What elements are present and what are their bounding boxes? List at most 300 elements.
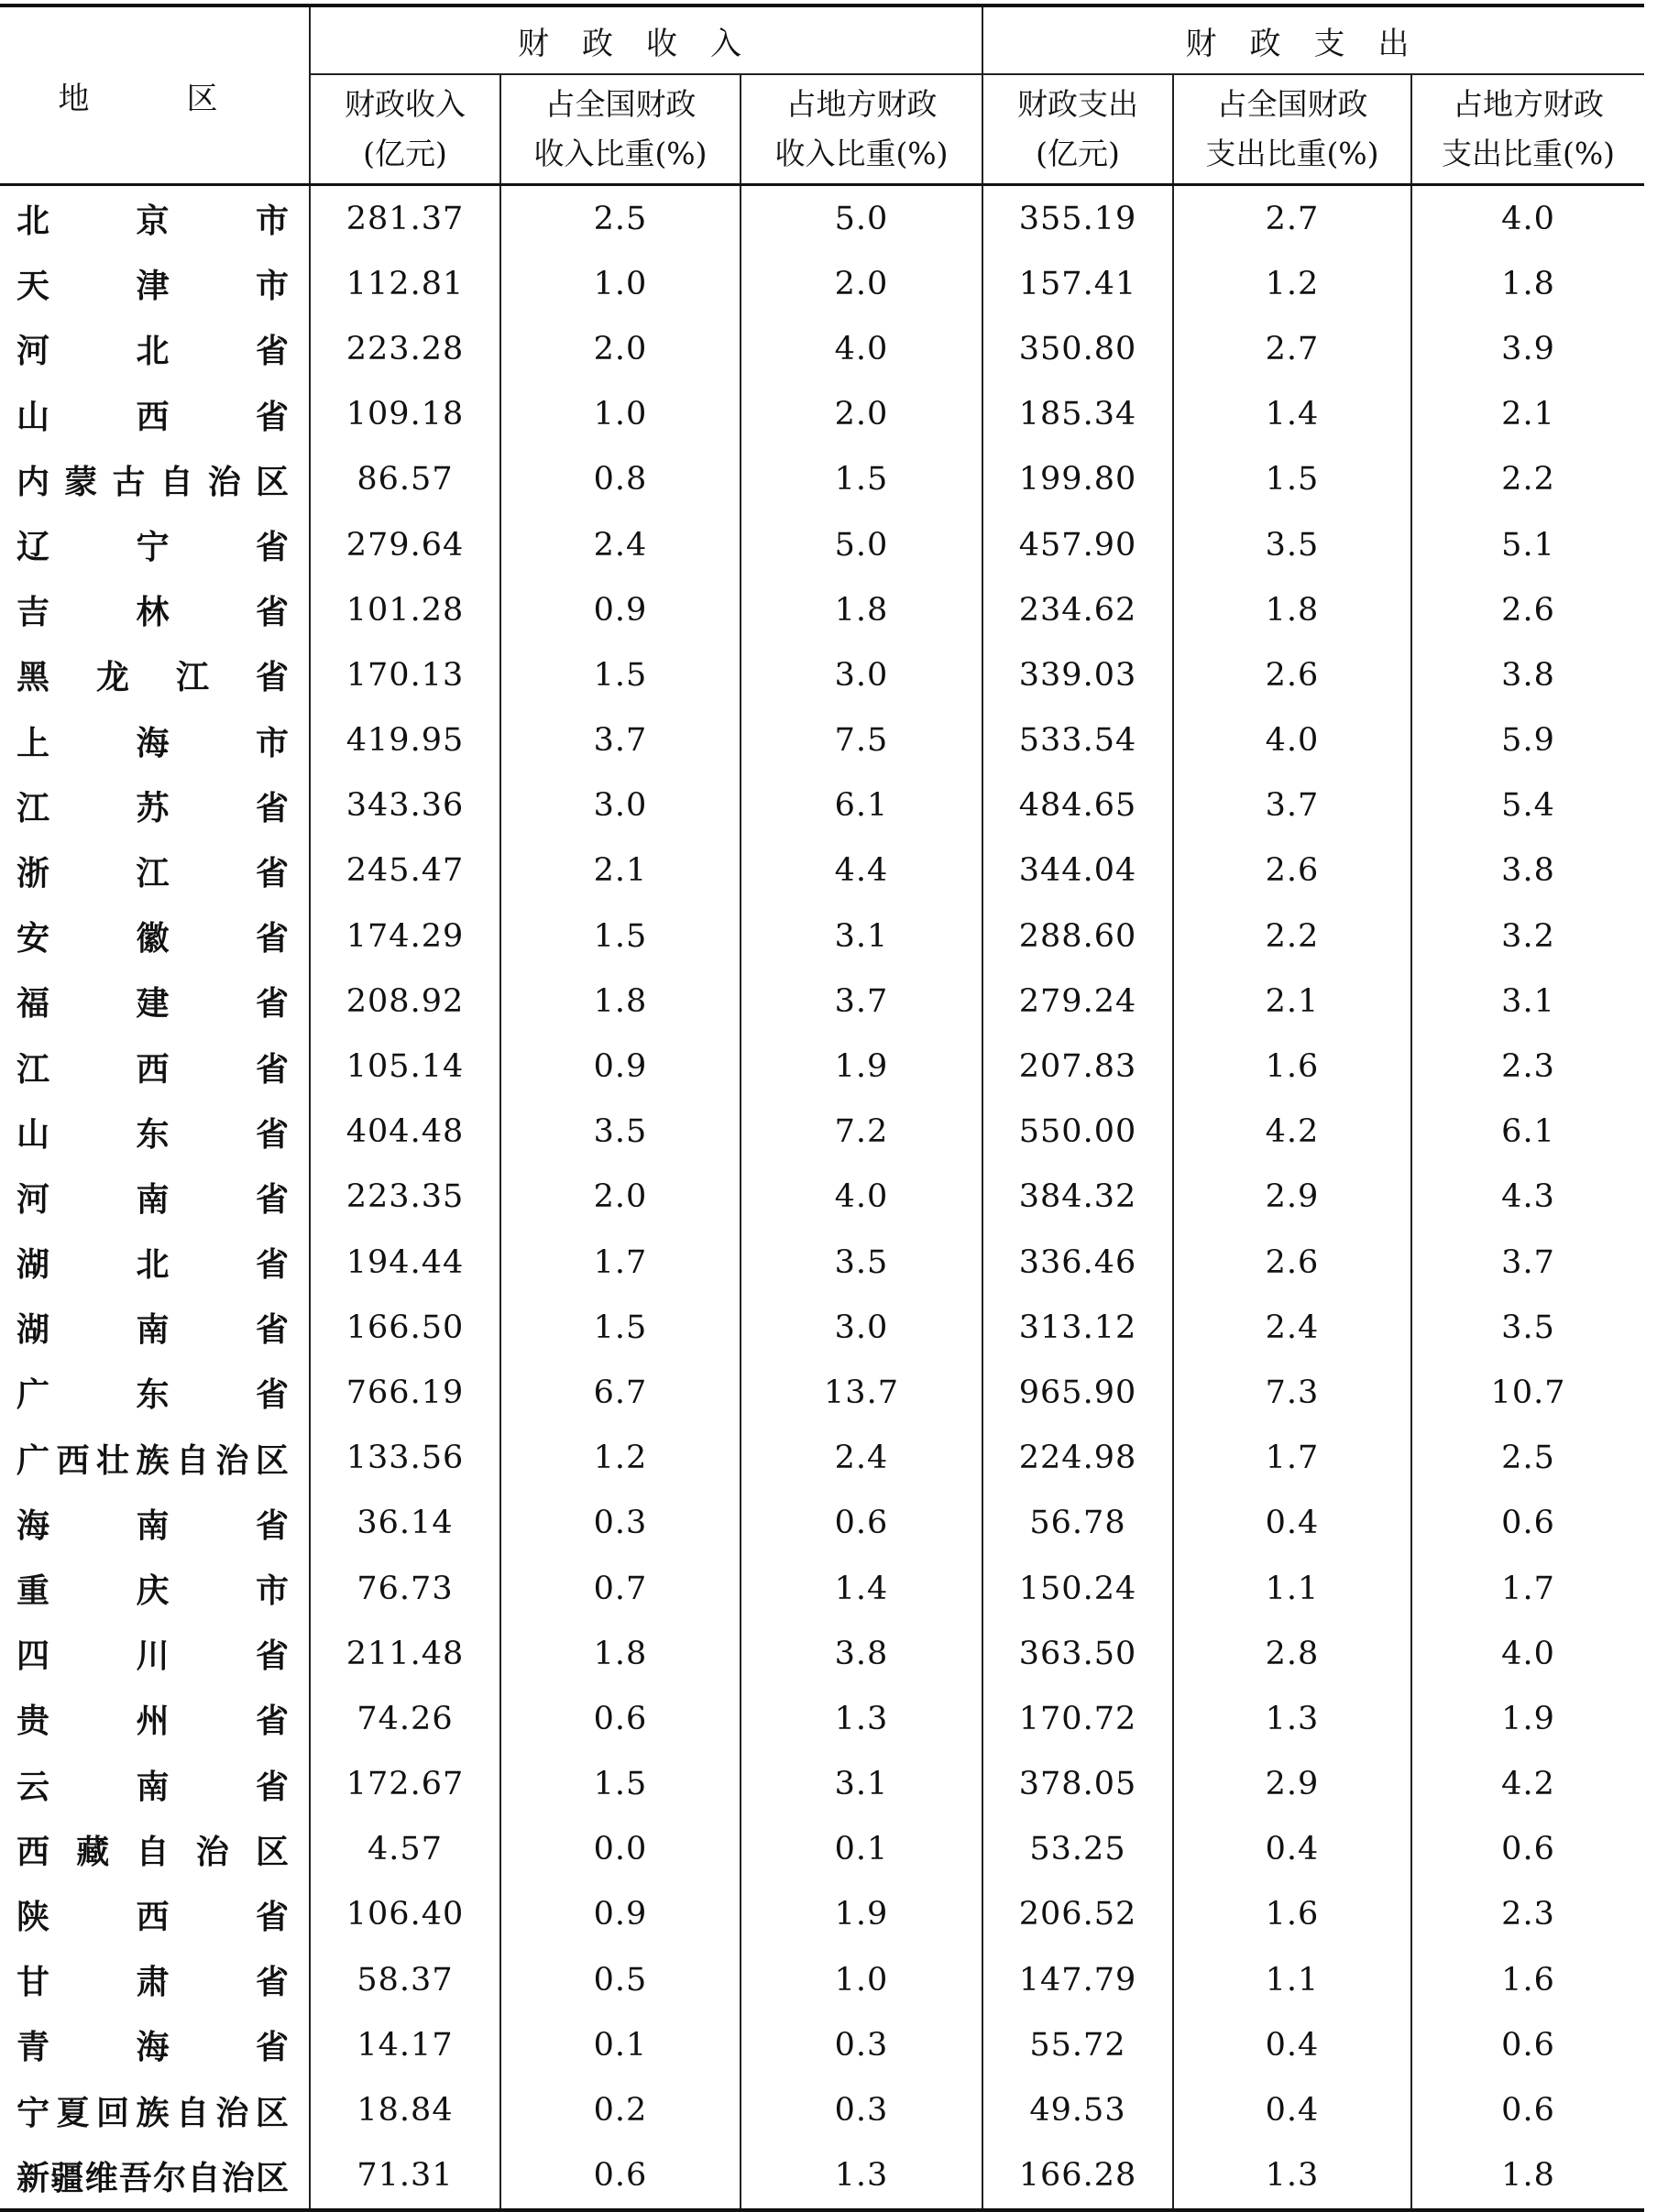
- region-char: 湖: [16, 1311, 50, 1350]
- region-cell: [0, 447, 310, 512]
- income-local-share-cell: 5.0: [741, 512, 982, 577]
- region-cell: [0, 2143, 310, 2210]
- income-cell: 404.48: [310, 1100, 500, 1165]
- table-row: [0, 1426, 1644, 1491]
- expense-national-share-cell: 2.7: [1173, 185, 1411, 252]
- region-label: [16, 195, 289, 242]
- region-char: 自: [159, 463, 193, 501]
- region-char: 吉: [16, 594, 50, 632]
- region-char: 壮: [95, 1441, 129, 1480]
- region-char: 古: [112, 463, 146, 501]
- region-char: 市: [255, 203, 289, 241]
- region-char: 族: [136, 1441, 170, 1480]
- region-char: 东: [136, 1376, 170, 1415]
- table-row: [0, 1100, 1644, 1165]
- income-cell: 174.29: [310, 903, 500, 969]
- expense-national-share-cell: 2.8: [1173, 1621, 1411, 1686]
- expense-national-share-cell: 3.5: [1173, 512, 1411, 577]
- col-header-income-national-share: [500, 74, 741, 185]
- expense-national-share-cell: 0.4: [1173, 1817, 1411, 1882]
- expense-national-share-cell: 2.4: [1173, 1295, 1411, 1360]
- income-national-share-cell: 0.9: [500, 1034, 741, 1099]
- region-label: [16, 1304, 289, 1351]
- expense-cell: 484.65: [982, 773, 1173, 838]
- expense-cell: 56.78: [982, 1491, 1173, 1556]
- region-cell: [0, 382, 310, 447]
- region-char: 区: [255, 2159, 289, 2197]
- expense-national-share-cell: 4.0: [1173, 708, 1411, 773]
- region-char: 自: [187, 2159, 221, 2197]
- region-char: 省: [255, 1768, 289, 1806]
- income-local-share-cell: 0.3: [741, 2077, 982, 2142]
- table-body: [0, 185, 1644, 2210]
- income-local-share-cell: 0.6: [741, 1491, 982, 1556]
- region-cell: [0, 512, 310, 577]
- expense-cell: 224.98: [982, 1426, 1173, 1491]
- expense-local-share-cell: 2.6: [1501, 591, 1555, 629]
- expense-local-share-cell: 3.2: [1501, 917, 1555, 955]
- region-char: 疆: [50, 2159, 84, 2197]
- expense-national-share-cell: 1.1: [1173, 1947, 1411, 2012]
- expense-cell: 157.41: [982, 251, 1173, 316]
- region-cell: [0, 2077, 310, 2142]
- income-local-share-cell: 5.0: [741, 185, 982, 252]
- income-national-share-cell: 0.8: [500, 447, 741, 512]
- expense-cell: 55.72: [982, 2012, 1173, 2077]
- income-cell: 211.48: [310, 1621, 500, 1686]
- region-char: 夏: [56, 2094, 90, 2132]
- expense-local-share-cell: 0.6: [1501, 1505, 1555, 1542]
- expense-national-share-cell: 2.9: [1173, 1752, 1411, 1817]
- region-label: [16, 260, 289, 307]
- table-row: [0, 1752, 1644, 1817]
- income-local-share-cell: 3.0: [741, 1295, 982, 1360]
- expense-cell: 363.50: [982, 1621, 1173, 1686]
- income-cell: 194.44: [310, 1230, 500, 1295]
- table-row: [0, 1686, 1644, 1751]
- region-char: 广: [16, 1376, 50, 1415]
- region-char: 山: [16, 1115, 50, 1154]
- income-local-share-cell: 1.3: [741, 1686, 982, 1751]
- region-cell: [0, 1817, 310, 1882]
- expense-local-share-cell: 1.8: [1411, 2143, 1644, 2210]
- expense-cell: 170.72: [982, 1686, 1173, 1751]
- expense-cell: 344.04: [982, 838, 1173, 903]
- expense-national-share-cell: 0.4: [1173, 1491, 1411, 1556]
- table-row: [0, 577, 1644, 642]
- region-cell: [0, 1556, 310, 1621]
- expense-local-share-cell: 2.1: [1501, 396, 1555, 433]
- region-char: 贵: [16, 1703, 50, 1741]
- region-label: [16, 391, 289, 438]
- region-label: [16, 1630, 289, 1677]
- region-char: 东: [136, 1115, 170, 1154]
- expense-cell: 339.03: [982, 642, 1173, 707]
- income-cell: 419.95: [310, 708, 500, 773]
- region-cell: [0, 1165, 310, 1230]
- income-national-share-cell: 2.5: [500, 185, 741, 252]
- income-cell: 36.14: [310, 1491, 500, 1556]
- expense-cell: 355.19: [982, 185, 1173, 252]
- region-label: [16, 1826, 289, 1873]
- col-header-line2: 支出比重(%): [1441, 136, 1616, 171]
- income-cell: 76.73: [310, 1556, 500, 1621]
- region-label: [16, 1044, 289, 1090]
- region-cell: [0, 1295, 310, 1360]
- region-char: 省: [255, 398, 289, 436]
- expense-local-share-cell: 0.6: [1501, 2026, 1555, 2064]
- expense-cell: 288.60: [982, 903, 1173, 969]
- region-cell: [0, 969, 310, 1034]
- region-char: 省: [255, 1311, 289, 1350]
- region-char: 宁: [136, 529, 170, 567]
- expense-national-share-cell: 2.1: [1173, 969, 1411, 1034]
- income-national-share-cell: 1.2: [500, 1426, 741, 1491]
- region-cell: [0, 577, 310, 642]
- col-header-income-local-share: [741, 74, 982, 185]
- region-char: 江: [16, 789, 50, 827]
- income-cell: 166.50: [310, 1295, 500, 1360]
- region-char: 治: [195, 1833, 229, 1871]
- income-national-share-cell: 2.4: [500, 512, 741, 577]
- region-label: [16, 978, 289, 1024]
- expense-cell: 378.05: [982, 1752, 1173, 1817]
- col-header-expense: [982, 74, 1173, 185]
- region-char: 宁: [16, 2094, 50, 2132]
- expense-local-share-cell: 5.4: [1501, 787, 1555, 825]
- region-char: 自: [175, 1441, 209, 1480]
- expense-local-share-cell: 4.0: [1501, 1635, 1555, 1672]
- region-label: [16, 1761, 289, 1808]
- expense-local-share-cell: 10.7: [1490, 1374, 1566, 1411]
- region-char: 省: [255, 2029, 289, 2067]
- region-char: 江: [175, 659, 209, 697]
- region-label: [16, 1109, 289, 1155]
- region-label: [16, 848, 289, 894]
- income-national-share-cell: 1.5: [500, 642, 741, 707]
- region-cell: [0, 708, 310, 773]
- expense-local-share-cell: 0.6: [1501, 1831, 1555, 1868]
- income-cell: 14.17: [310, 2012, 500, 2077]
- expense-local-share-cell: 1.8: [1501, 265, 1555, 302]
- income-local-share-cell: 0.3: [741, 2012, 982, 2077]
- col-header-line1: 占全国财政: [1216, 86, 1368, 122]
- col-header-line1: 占全国财政: [544, 86, 697, 122]
- region-label: [16, 1565, 289, 1612]
- region-label: [16, 1695, 289, 1742]
- region-char: 藏: [76, 1833, 110, 1871]
- region-char: 吾: [118, 2159, 152, 2197]
- region-char: 省: [255, 529, 289, 567]
- expense-local-share-cell: 0.6: [1501, 2092, 1555, 2130]
- region-char: 云: [16, 1768, 50, 1806]
- region-char: 省: [255, 920, 289, 958]
- region-char: 区: [255, 2094, 289, 2132]
- expense-national-share-cell: 1.6: [1173, 1034, 1411, 1099]
- income-national-share-cell: 0.3: [500, 1491, 741, 1556]
- income-national-share-cell: 0.0: [500, 1817, 741, 1882]
- region-char: 广: [16, 1441, 50, 1480]
- region-char: 族: [136, 2094, 170, 2132]
- region-cell: [0, 1230, 310, 1295]
- expense-local-share-cell: 2.3: [1501, 1896, 1555, 1933]
- col-header-line1: 占地方财政: [1453, 86, 1605, 122]
- region-char: 省: [255, 1115, 289, 1154]
- col-header-income: [310, 74, 500, 185]
- income-national-share-cell: 0.1: [500, 2012, 741, 2077]
- expense-national-share-cell: 1.6: [1173, 1882, 1411, 1947]
- region-char: 四: [16, 1637, 50, 1676]
- region-char: 安: [16, 920, 50, 958]
- table-row: [0, 1947, 1644, 2012]
- table-row: [0, 1621, 1644, 1686]
- expense-national-share-cell: 1.2: [1173, 251, 1411, 316]
- income-national-share-cell: 2.1: [500, 838, 741, 903]
- region-char: 黑: [16, 659, 50, 697]
- income-local-share-cell: 3.1: [741, 903, 982, 969]
- region-cell: [0, 1426, 310, 1491]
- income-national-share-cell: 2.0: [500, 316, 741, 381]
- expense-national-share-cell: 0.4: [1173, 2012, 1411, 2077]
- income-national-share-cell: 2.0: [500, 1165, 741, 1230]
- region-char: 省: [255, 1637, 289, 1676]
- income-national-share-cell: 3.5: [500, 1100, 741, 1165]
- income-national-share-cell: 1.8: [500, 1621, 741, 1686]
- expense-national-share-cell: 1.5: [1173, 447, 1411, 512]
- income-national-share-cell: 1.5: [500, 1752, 741, 1817]
- region-char: 海: [16, 1506, 50, 1545]
- region-char: 省: [255, 1898, 289, 1936]
- income-group-header: 财政收入: [310, 5, 982, 74]
- expense-national-share-cell: 0.4: [1173, 2077, 1411, 2142]
- expense-cell: 336.46: [982, 1230, 1173, 1295]
- income-national-share-cell: 3.0: [500, 773, 741, 838]
- income-cell: 279.64: [310, 512, 500, 577]
- region-char: 庆: [136, 1572, 170, 1611]
- expense-local-share-cell: 3.1: [1501, 982, 1555, 1020]
- expense-national-share-cell: 7.3: [1173, 1360, 1411, 1425]
- income-cell: 71.31: [310, 2143, 500, 2210]
- col-header-line2: 收入比重(%): [774, 136, 949, 171]
- region-cell: [0, 185, 310, 252]
- region-cell: [0, 1360, 310, 1425]
- expense-cell: 185.34: [982, 382, 1173, 447]
- income-cell: 86.57: [310, 447, 500, 512]
- expense-national-share-cell: 2.6: [1173, 642, 1411, 707]
- region-cell: [0, 642, 310, 707]
- income-national-share-cell: 0.9: [500, 577, 741, 642]
- expense-national-share-cell: 4.2: [1173, 1100, 1411, 1165]
- region-char: 海: [136, 2029, 170, 2067]
- region-cell: [0, 1686, 310, 1751]
- col-header-line1: 财政收入: [345, 86, 466, 122]
- income-local-share-cell: 7.2: [741, 1100, 982, 1165]
- region-cell: [0, 773, 310, 838]
- expense-cell: 965.90: [982, 1360, 1173, 1425]
- region-char: 天: [16, 268, 50, 306]
- region-char: 辽: [16, 529, 50, 567]
- region-label: [16, 1174, 289, 1221]
- expense-local-share-cell: 6.1: [1501, 1113, 1555, 1151]
- income-cell: 106.40: [310, 1882, 500, 1947]
- income-national-share-cell: 0.2: [500, 2077, 741, 2142]
- region-char: 徽: [136, 920, 170, 958]
- income-cell: 766.19: [310, 1360, 500, 1425]
- table-row: [0, 447, 1644, 512]
- table-row: [0, 1817, 1644, 1882]
- table-row: [0, 1491, 1644, 1556]
- income-local-share-cell: 3.8: [741, 1621, 982, 1686]
- region-cell: [0, 1491, 310, 1556]
- income-national-share-cell: 1.5: [500, 903, 741, 969]
- region-char: 海: [136, 724, 170, 762]
- income-cell: 105.14: [310, 1034, 500, 1099]
- income-cell: 58.37: [310, 1947, 500, 2012]
- region-char: 维: [84, 2159, 118, 2197]
- income-cell: 223.35: [310, 1165, 500, 1230]
- region-char: 上: [16, 724, 50, 762]
- region-char: 南: [136, 1768, 170, 1806]
- income-cell: 343.36: [310, 773, 500, 838]
- expense-local-share-cell: 3.9: [1501, 330, 1555, 367]
- region-char: 山: [16, 398, 50, 436]
- table-row: [0, 2143, 1644, 2210]
- income-local-share-cell: 4.0: [741, 316, 982, 381]
- region-char: 自: [175, 2094, 209, 2132]
- income-cell: 18.84: [310, 2077, 500, 2142]
- expense-cell: 199.80: [982, 447, 1173, 512]
- region-char: 北: [16, 203, 50, 241]
- expense-national-share-cell: 1.7: [1173, 1426, 1411, 1491]
- table-row: [0, 838, 1644, 903]
- income-local-share-cell: 3.7: [741, 969, 982, 1034]
- region-label: [16, 521, 289, 568]
- table-row: [0, 773, 1644, 838]
- region-char: 新: [16, 2159, 50, 2197]
- income-national-share-cell: 1.8: [500, 969, 741, 1034]
- region-char: 福: [16, 985, 50, 1024]
- expense-national-share-cell: 2.7: [1173, 316, 1411, 381]
- region-char: 省: [255, 659, 289, 697]
- expense-local-share-cell: 3.7: [1501, 1243, 1555, 1281]
- region-label: [16, 586, 289, 633]
- region-char: 龙: [95, 659, 129, 697]
- region-label: [16, 717, 289, 764]
- region-char: 治: [221, 2159, 255, 2197]
- expense-cell: 313.12: [982, 1295, 1173, 1360]
- income-national-share-cell: 0.5: [500, 1947, 741, 2012]
- income-cell: 112.81: [310, 251, 500, 316]
- region-char: 重: [16, 1572, 50, 1611]
- income-national-share-cell: 0.6: [500, 1686, 741, 1751]
- expense-cell: 533.54: [982, 708, 1173, 773]
- income-local-share-cell: 1.9: [741, 1882, 982, 1947]
- region-char: 北: [136, 1246, 170, 1285]
- region-cell: [0, 2012, 310, 2077]
- region-char: 甘: [16, 1964, 50, 2002]
- expense-group-header: 财政支出: [982, 5, 1644, 74]
- income-local-share-cell: 1.8: [741, 577, 982, 642]
- table-row: [0, 185, 1644, 252]
- table-row: [0, 2012, 1644, 2077]
- region-char: 省: [255, 333, 289, 371]
- region-char: 回: [95, 2094, 129, 2132]
- region-char: 川: [136, 1637, 170, 1676]
- expense-local-share-cell: 3.8: [1501, 656, 1555, 694]
- expense-national-share-cell: 1.3: [1173, 2143, 1411, 2210]
- col-header-line2: (亿元): [363, 136, 447, 171]
- region-char: 州: [136, 1703, 170, 1741]
- col-header-expense-national-share: [1173, 74, 1411, 185]
- table-row: [0, 1556, 1644, 1621]
- region-char: 京: [136, 203, 170, 241]
- income-local-share-cell: 3.0: [741, 642, 982, 707]
- region-label: [16, 652, 289, 698]
- region-cell: [0, 251, 310, 316]
- expense-cell: 550.00: [982, 1100, 1173, 1165]
- table-header: [0, 5, 1644, 185]
- income-cell: 170.13: [310, 642, 500, 707]
- income-local-share-cell: 1.3: [741, 2143, 982, 2210]
- region-label: [16, 1956, 289, 2003]
- income-national-share-cell: 1.0: [500, 382, 741, 447]
- expense-cell: 49.53: [982, 2077, 1173, 2142]
- expense-cell: 279.24: [982, 969, 1173, 1034]
- region-cell: [0, 838, 310, 903]
- income-national-share-cell: 0.7: [500, 1556, 741, 1621]
- expense-local-share-cell: 4.0: [1501, 200, 1555, 237]
- income-cell: 109.18: [310, 382, 500, 447]
- expense-national-share-cell: 2.6: [1173, 1230, 1411, 1295]
- region-label: [16, 1239, 289, 1286]
- region-char: 区: [255, 1441, 289, 1480]
- income-cell: 223.28: [310, 316, 500, 381]
- region-char: 蒙: [64, 463, 98, 501]
- income-local-share-cell: 3.5: [741, 1230, 982, 1295]
- region-char: 区: [255, 1833, 289, 1871]
- expense-national-share-cell: 2.9: [1173, 1165, 1411, 1230]
- region-char: 陕: [16, 1898, 50, 1936]
- income-national-share-cell: 1.5: [500, 1295, 741, 1360]
- region-char: 内: [16, 463, 50, 501]
- table-row: [0, 1295, 1644, 1360]
- expense-local-share-cell: 1.7: [1501, 1570, 1555, 1607]
- expense-national-share-cell: 2.2: [1173, 903, 1411, 969]
- region-label: [16, 456, 289, 503]
- table-row: [0, 251, 1644, 316]
- col-header-line2: 收入比重(%): [533, 136, 708, 171]
- income-cell: 281.37: [310, 185, 500, 252]
- income-national-share-cell: 1.7: [500, 1230, 741, 1295]
- expense-local-share-cell: 1.6: [1501, 1961, 1555, 1998]
- table-row: [0, 316, 1644, 381]
- region-char: 西: [16, 1833, 50, 1871]
- expense-cell: 53.25: [982, 1817, 1173, 1882]
- region-char: 西: [56, 1441, 90, 1480]
- region-char: 市: [255, 268, 289, 306]
- expense-local-share-cell: 4.2: [1501, 1766, 1555, 1803]
- col-header-line1: 占地方财政: [785, 86, 938, 122]
- region-char: 浙: [16, 854, 50, 892]
- region-char: 省: [255, 1506, 289, 1545]
- expense-cell: 147.79: [982, 1947, 1173, 2012]
- region-label: [16, 1435, 289, 1482]
- region-cell: [0, 1752, 310, 1817]
- region-char: 河: [16, 333, 50, 371]
- income-local-share-cell: 4.0: [741, 1165, 982, 1230]
- region-cell: [0, 1621, 310, 1686]
- table-row: [0, 2077, 1644, 2142]
